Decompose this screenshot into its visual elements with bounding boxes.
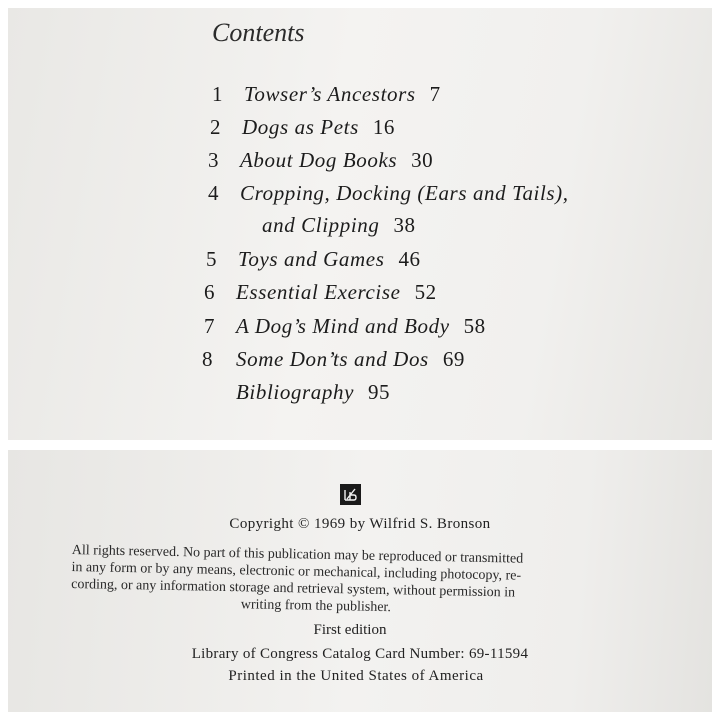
chapter-page: 46 — [398, 247, 421, 271]
rights-line: cording, or any information storage and retrieval system, without permission in — [71, 576, 516, 601]
chapter-number: 7 — [204, 314, 215, 338]
chapter-number: 6 — [204, 280, 215, 304]
printed-in-line: Printed in the United States of America — [228, 668, 484, 684]
chapter-number: 8 — [202, 347, 213, 371]
chapter-title: A Dog’s Mind and Body — [236, 314, 450, 338]
toc-entry-bibliography — [236, 380, 390, 405]
copyright-page-photo — [8, 450, 712, 712]
chapter-number: 4 — [208, 181, 219, 205]
edition-line: First edition — [313, 622, 387, 638]
bibliography-title: Bibliography — [236, 380, 355, 404]
chapter-number: 5 — [206, 247, 217, 271]
chapter-title: Dogs as Pets — [242, 115, 359, 139]
chapter-number: 1 — [212, 82, 223, 106]
rights-line: All rights reserved. No part of this publication may be reproduced or transmitted — [71, 542, 524, 567]
chapter-title: Toys and Games — [238, 247, 385, 271]
contents-heading: Contents — [212, 18, 305, 47]
rights-line: writing from the publisher. — [240, 597, 392, 616]
chapter-page: 58 — [463, 314, 486, 338]
chapter-number: 2 — [210, 115, 221, 139]
chapter-title-continuation: and Clipping — [262, 213, 380, 237]
publisher-logo-icon — [340, 484, 361, 505]
chapter-title: Cropping, Docking (Ears and Tails), — [240, 181, 569, 205]
chapter-title: Some Don’ts and Dos — [236, 347, 429, 371]
chapter-page: 69 — [442, 347, 465, 371]
copyright-line: Copyright © 1969 by Wilfrid S. Bronson — [229, 516, 491, 532]
chapter-number: 3 — [208, 148, 219, 172]
rights-line: in any form or by any means, electronic or mechanical, including photocopy, re- — [71, 559, 522, 584]
chapter-page: 38 — [393, 213, 416, 237]
chapter-page: 52 — [414, 280, 437, 304]
contents-page-photo — [8, 8, 712, 440]
chapter-title: Essential Exercise — [236, 280, 401, 304]
toc-entry-continuation — [262, 213, 415, 238]
chapter-title: About Dog Books — [240, 148, 398, 172]
chapter-title: Towser’s Ancestors — [244, 82, 416, 106]
chapter-page: 7 — [429, 82, 441, 106]
bibliography-page: 95 — [368, 380, 391, 404]
chapter-page: 30 — [411, 148, 434, 172]
rights-statement — [71, 542, 632, 621]
chapter-page: 16 — [372, 115, 395, 139]
catalog-number-line: Library of Congress Catalog Card Number: 69-11594 — [191, 646, 529, 662]
